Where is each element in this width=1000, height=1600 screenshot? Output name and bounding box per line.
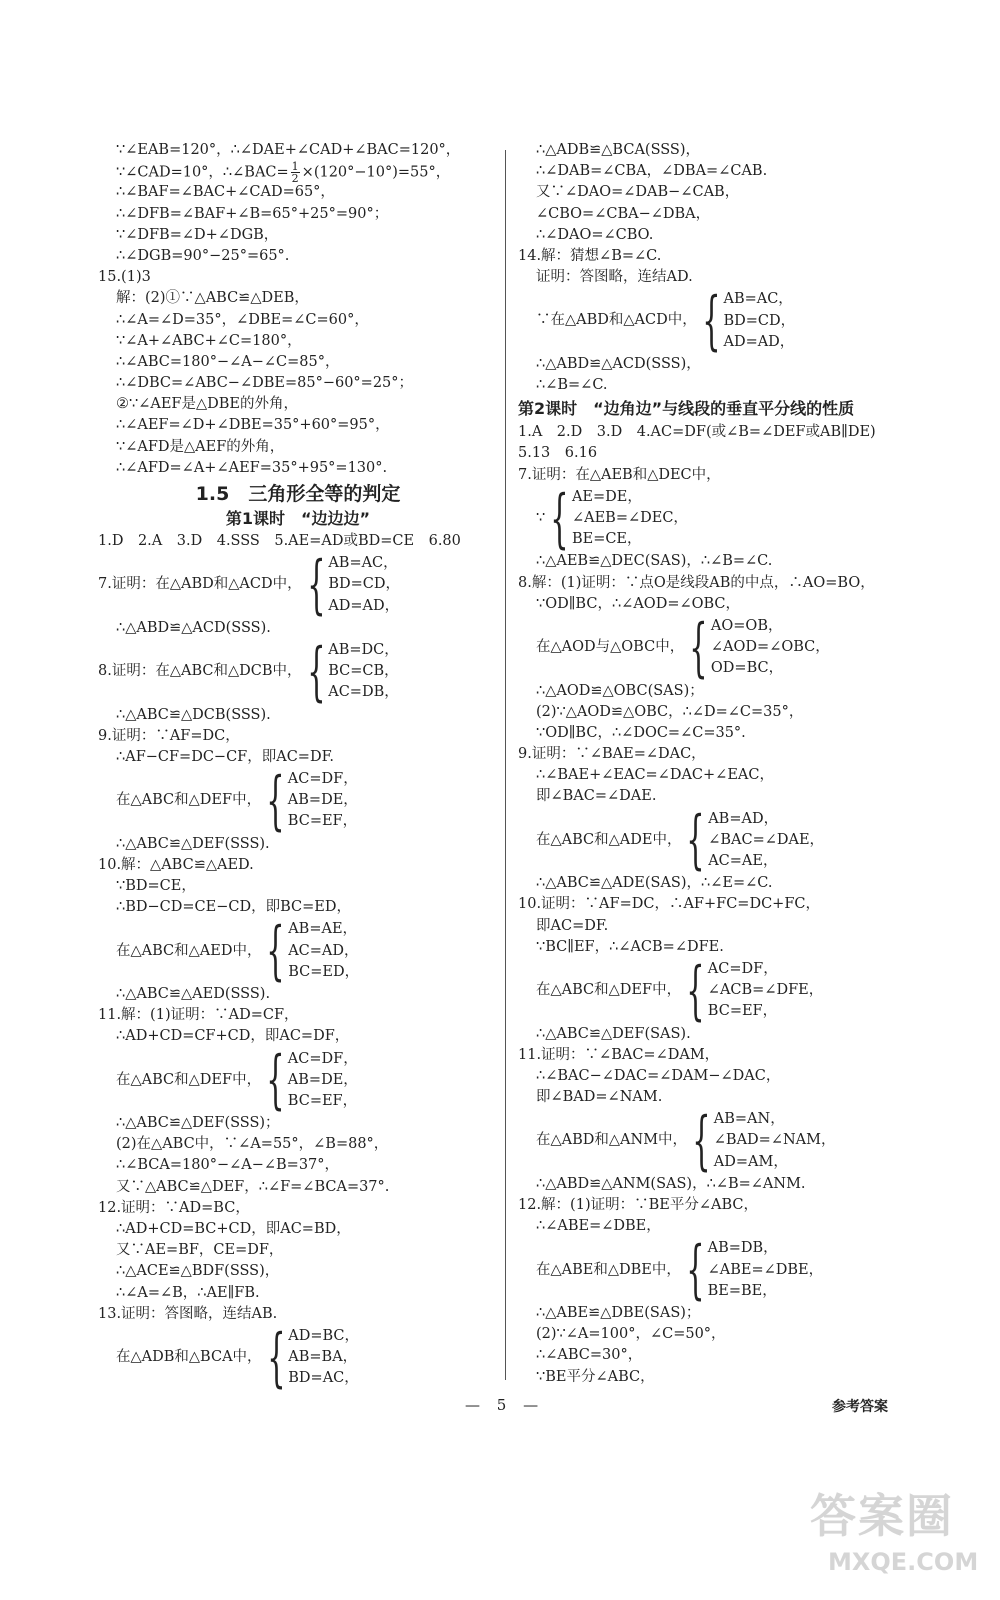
system-row: AB=DB， xyxy=(707,1240,778,1257)
system-row: ∠AEB=∠DEC， xyxy=(571,510,688,526)
system-rows xyxy=(723,289,795,353)
system-row: BD=CD， xyxy=(723,312,796,329)
answer-line: ∴∠DBC=∠ABC−∠DBE=85°−60°=25°； xyxy=(116,375,414,392)
system-row: AC=AE， xyxy=(708,853,778,869)
equation-system xyxy=(518,284,958,359)
system-lead-text: 8.证明：在△ABC和△DCB中， xyxy=(98,663,302,680)
answer-line: ∴△ACE≌△BDF(SSS)， xyxy=(116,1263,280,1280)
watermark-url: MXQE.COM xyxy=(828,1548,979,1576)
answer-line: 11.解：(1)证明：∵AD=CF， xyxy=(98,1007,299,1024)
answer-line: 15.(1)3 xyxy=(98,269,151,286)
equation-system xyxy=(98,634,498,709)
system-row: AE=DE， xyxy=(571,488,642,505)
answer-line: ∴△ABC≌△DEF(SSS). xyxy=(116,835,270,852)
system-row: AC=DB， xyxy=(328,684,399,701)
system-rows xyxy=(288,1049,358,1113)
answer-line: ∵BD=CE， xyxy=(116,878,196,894)
answer-line: ∠CBO=∠CBA−∠DBA， xyxy=(536,205,711,222)
answer-line: ∵OD∥BC，∴∠AOD=∠OBC， xyxy=(536,595,741,612)
system-row: AB=DE， xyxy=(287,792,358,809)
system-rows xyxy=(572,487,688,551)
answer-line: ∴AD+CD=BC+CD，即AC=BD， xyxy=(116,1221,351,1237)
answer-line: ∴∠BAF=∠BAC+∠CAD=65°， xyxy=(116,184,335,201)
left-brace: { xyxy=(686,953,705,1028)
answer-line: ∴∠DAO=∠CBO. xyxy=(536,226,654,243)
fraction xyxy=(291,161,300,184)
answer-line: (2)在△ABC中，∵∠A=55°，∠B=88°， xyxy=(116,1136,389,1153)
system-rows xyxy=(288,769,358,833)
answer-line: ∴∠A=∠D=35°，∠DBE=∠C=60°， xyxy=(116,311,369,328)
footer-label: 参考答案 xyxy=(832,1399,888,1415)
system-rows xyxy=(711,616,830,680)
lesson-title: 第2课时 “边角边”与线段的垂直平分线的性质 xyxy=(518,399,855,419)
answer-line: ∴∠BAE+∠EAC=∠DAC+∠EAC， xyxy=(536,767,774,784)
equation-system xyxy=(98,547,498,622)
system-lead-text: 在△ABC和△DEF中， xyxy=(116,792,262,809)
answer-line: 12.证明：∵AD=BC， xyxy=(98,1199,250,1216)
answer-line: 证明：答图略，连结AD. xyxy=(536,269,693,286)
system-lead-text: 在△ABC和△DEF中， xyxy=(116,1071,262,1088)
system-row: BD=AC， xyxy=(288,1370,359,1387)
left-brace: { xyxy=(306,547,326,622)
system-row: AB=DE， xyxy=(287,1071,358,1088)
answer-line: 又∵AE=BF，CE=DF， xyxy=(116,1242,284,1259)
answer-line: 9.证明：∵AF=DC， xyxy=(98,727,240,744)
system-row: AB=AD， xyxy=(708,810,779,827)
equation-system xyxy=(98,1320,498,1395)
answer-line: 10.证明：∵AF=DC，∴AF+FC=DC+FC， xyxy=(518,896,820,913)
system-row: AO=OB， xyxy=(710,617,783,634)
system-rows xyxy=(708,959,823,1023)
system-rows xyxy=(714,1109,836,1173)
system-row: BC=CB， xyxy=(328,663,399,680)
left-brace: { xyxy=(686,803,706,878)
system-row: AC=AD， xyxy=(288,942,359,959)
answer-line: ∵∠AFD是△AEF的外角， xyxy=(116,438,285,455)
system-row: BC=EF， xyxy=(287,813,358,830)
system-lead-text: 在△ABD和△ANM中， xyxy=(536,1132,688,1149)
page-number: — 5 — xyxy=(465,1396,545,1414)
answer-line: ∴∠BAC−∠DAC=∠DAM−∠DAC， xyxy=(536,1067,781,1084)
answer-line: ∴△ABC≌△AED(SSS). xyxy=(116,985,271,1002)
left-brace: { xyxy=(689,610,708,685)
equation-system xyxy=(518,803,958,878)
left-brace: { xyxy=(266,1320,286,1395)
answer-line: (2)∵∠A=100°，∠C=50°， xyxy=(536,1326,726,1343)
system-row: AB=BA， xyxy=(288,1349,358,1366)
fraction-denominator: 2 xyxy=(291,172,299,186)
answer-line: ∵∠EAB=120°，∴∠DAE+∠CAD+∠BAC=120°， xyxy=(116,142,461,158)
answer-line: ∴△ABE≌△DBE(SAS)； xyxy=(536,1304,701,1321)
system-row: AB=AE， xyxy=(288,921,358,938)
left-brace: { xyxy=(686,1233,705,1308)
left-brace: { xyxy=(266,1043,285,1118)
system-row: AC=DF， xyxy=(707,960,778,977)
equation-system xyxy=(98,763,498,838)
answer-line: ∴∠BCA=180°−∠A−∠B=37°， xyxy=(116,1157,340,1174)
system-row: AD=AD， xyxy=(723,333,795,350)
system-row: AC=DF， xyxy=(287,1050,358,1067)
answer-line: 又∵△ABC≌△DEF，∴∠F=∠BCA=37°. xyxy=(116,1178,390,1195)
system-row: AB=AC， xyxy=(328,555,398,572)
answer-line: ∴∠DFB=∠BAF+∠B=65°+25°=90°； xyxy=(116,205,389,222)
system-row: OD=BC， xyxy=(710,660,784,677)
answer-line: ∴△ABC≌△ADE(SAS)，∴∠E=∠C. xyxy=(536,875,773,892)
system-rows xyxy=(288,919,359,983)
answer-line: 10.解：△ABC≌△AED. xyxy=(98,856,254,873)
answer-line: ∴BD−CD=CE−CD，即BC=ED， xyxy=(116,899,351,916)
system-row: BC=EF， xyxy=(287,1092,358,1109)
system-row: AB=AN， xyxy=(713,1111,785,1128)
answer-line: ∵∠A+∠ABC+∠C=180°， xyxy=(116,332,302,349)
answer-line: ②∵∠AEF是△DBE的外角， xyxy=(116,396,299,413)
left-brace: { xyxy=(701,284,721,359)
left-brace: { xyxy=(692,1104,711,1179)
answer-line: ∴∠AEF=∠D+∠DBE=35°+60°=95°， xyxy=(116,417,390,434)
answer-line: ∴AF−CF=DC−CF，即AC=DF. xyxy=(116,748,334,765)
right-column xyxy=(518,140,958,1388)
equation-system xyxy=(518,1233,958,1308)
system-lead-text: 在△ABC和△DEF中， xyxy=(536,982,682,999)
answer-line: 14.解：猜想∠B=∠C. xyxy=(518,247,662,264)
answer-line xyxy=(98,160,498,186)
answer-line: 8.解：(1)证明：∵点O是线段AB的中点，∴AO=BO， xyxy=(518,574,875,591)
left-column xyxy=(98,140,498,1395)
answer-line: ∴∠B=∠C. xyxy=(536,377,608,394)
system-row: AD=AM， xyxy=(713,1153,788,1170)
answer-line: ∴△AEB≌△DEC(SAS)，∴∠B=∠C. xyxy=(536,553,773,570)
answer-line: ∴△ADB≌△BCA(SSS)， xyxy=(536,142,701,158)
answer-line: ∴∠DAB=∠CBA，∠DBA=∠CAB. xyxy=(536,163,768,180)
system-lead-text: ∵在△ABD和△ACD中， xyxy=(536,312,697,329)
system-row: BC=ED， xyxy=(288,963,360,980)
system-row: AC=DF， xyxy=(287,771,358,788)
system-row: BD=CD， xyxy=(328,576,400,593)
answer-line: ∴∠ABC=30°， xyxy=(536,1347,643,1364)
system-lead-text: 在△ABC和△AED中， xyxy=(116,942,262,959)
section-title: 1.5 三角形全等的判定 xyxy=(195,483,401,505)
answer-line: ∵OD∥BC，∴∠DOC=∠C=35°. xyxy=(536,724,746,741)
answer-line: 即AC=DF. xyxy=(536,917,609,934)
line-text: ×(120°−10°)=55°， xyxy=(301,164,451,181)
answer-line: 7.证明：在△AEB和△DEC中， xyxy=(518,466,721,483)
answer-line: ∴△ABD≌△ACD(SSS). xyxy=(116,619,271,636)
equation-system xyxy=(518,1104,958,1179)
answer-line: 11.证明：∵∠BAC=∠DAM， xyxy=(518,1046,720,1063)
answer-line: ∴∠A=∠B，∴AE∥FB. xyxy=(116,1284,260,1301)
system-row: AB=DC， xyxy=(328,641,399,658)
answer-line: 5.13 6.16 xyxy=(518,445,598,462)
equation-system xyxy=(518,610,958,685)
answer-line: ∵∠DFB=∠D+∠DGB， xyxy=(116,226,279,243)
system-lead-text: 7.证明：在△ABD和△ACD中， xyxy=(98,576,302,593)
system-row: BE=CE， xyxy=(571,531,642,548)
answer-line: ∴∠DGB=90°−25°=65°. xyxy=(116,247,290,264)
answer-line: 9.证明：∵∠BAE=∠DAC， xyxy=(518,746,706,763)
answer-line: 1.A 2.D 3.D 4.AC=DF(或∠B=∠DEF或AB∥DE) xyxy=(518,424,876,441)
answer-line: ∵BE平分∠ABC， xyxy=(536,1368,655,1385)
system-row: ∠BAC=∠DAE， xyxy=(708,831,825,848)
left-brace: { xyxy=(266,914,286,989)
answer-line: 即∠BAD=∠NAM. xyxy=(536,1089,663,1106)
system-lead-text: 在△ABE和△DBE中， xyxy=(536,1261,681,1278)
answer-line: 12.解：(1)证明：∵BE平分∠ABC， xyxy=(518,1197,758,1213)
system-lead-text: 在△ADB和△BCA中， xyxy=(116,1349,262,1366)
equation-system xyxy=(518,953,958,1028)
system-row: AB=AC， xyxy=(723,291,793,308)
system-row: BE=BE， xyxy=(707,1282,777,1299)
equation-system xyxy=(98,1043,498,1118)
watermark-logo-text: 答案圈 xyxy=(810,1489,954,1543)
system-rows xyxy=(328,640,399,704)
column-divider xyxy=(505,150,506,1380)
system-row: ∠ABE=∠DBE， xyxy=(707,1261,824,1278)
left-brace: { xyxy=(266,763,285,838)
answer-line: ∴△ABC≌△DEF(SAS). xyxy=(536,1025,691,1042)
system-row: AD=AD， xyxy=(328,597,400,614)
answer-line: ∴△ABC≌△DCB(SSS). xyxy=(116,706,271,723)
fraction-numerator: 1 xyxy=(291,160,299,174)
system-row: ∠BAD=∠NAM， xyxy=(713,1132,836,1149)
answer-line: ∴△ABD≌△ACD(SSS)， xyxy=(536,355,701,372)
system-row: ∠AOD=∠OBC， xyxy=(710,639,830,656)
lesson-title: 第1课时 “边边边” xyxy=(225,509,371,528)
answer-line: 又∵∠DAO=∠DAB−∠CAB， xyxy=(536,184,740,201)
answer-line: 13.证明：答图略，连结AB. xyxy=(98,1305,278,1322)
system-lead-text: 在△ABC和△ADE中， xyxy=(536,831,682,848)
system-row: ∠ACB=∠DFE， xyxy=(707,982,824,999)
answer-line: 解：(2)①∵△ABC≌△DEB， xyxy=(116,290,309,307)
system-rows xyxy=(708,1238,824,1302)
answer-line: ∴AD+CD=CF+CD，即AC=DF， xyxy=(116,1028,350,1045)
system-row: BC=EF， xyxy=(707,1003,778,1020)
system-rows xyxy=(708,809,824,873)
answer-line: 即∠BAC=∠DAE. xyxy=(536,788,657,805)
system-row: AD=BC， xyxy=(288,1327,360,1344)
system-lead-text: 在△AOD与△OBC中， xyxy=(536,639,685,656)
answer-line: (2)∵△AOD≌△OBC，∴∠D=∠C=35°， xyxy=(536,703,804,720)
answer-line: ∴△ABD≌△ANM(SAS)，∴∠B=∠ANM. xyxy=(536,1175,806,1192)
answer-line: ∴△AOD≌△OBC(SAS)； xyxy=(536,682,704,699)
answer-line: ∴∠ABC=180°−∠A−∠C=85°， xyxy=(116,353,340,370)
line-text: ∵∠CAD=10°，∴∠BAC= xyxy=(116,164,289,181)
answer-line: ∴∠ABE=∠DBE， xyxy=(536,1218,661,1235)
answer-line: ∴△ABC≌△DEF(SSS)； xyxy=(116,1115,280,1132)
left-brace: { xyxy=(550,481,569,556)
equation-system xyxy=(518,481,958,556)
system-rows xyxy=(328,553,400,617)
system-lead-text: ∵ xyxy=(536,509,546,526)
answer-line: ∵BC∥EF，∴∠ACB=∠DFE. xyxy=(536,938,724,955)
system-rows xyxy=(288,1326,359,1390)
equation-system xyxy=(98,914,498,989)
answer-line: 1.D 2.A 3.D 4.SSS 5.AE=AD或BD=CE 6.80 xyxy=(98,533,461,549)
watermark-logo xyxy=(790,1480,990,1600)
answer-line: ∴∠AFD=∠A+∠AEF=35°+95°=130°. xyxy=(116,459,388,476)
left-brace: { xyxy=(306,634,326,709)
